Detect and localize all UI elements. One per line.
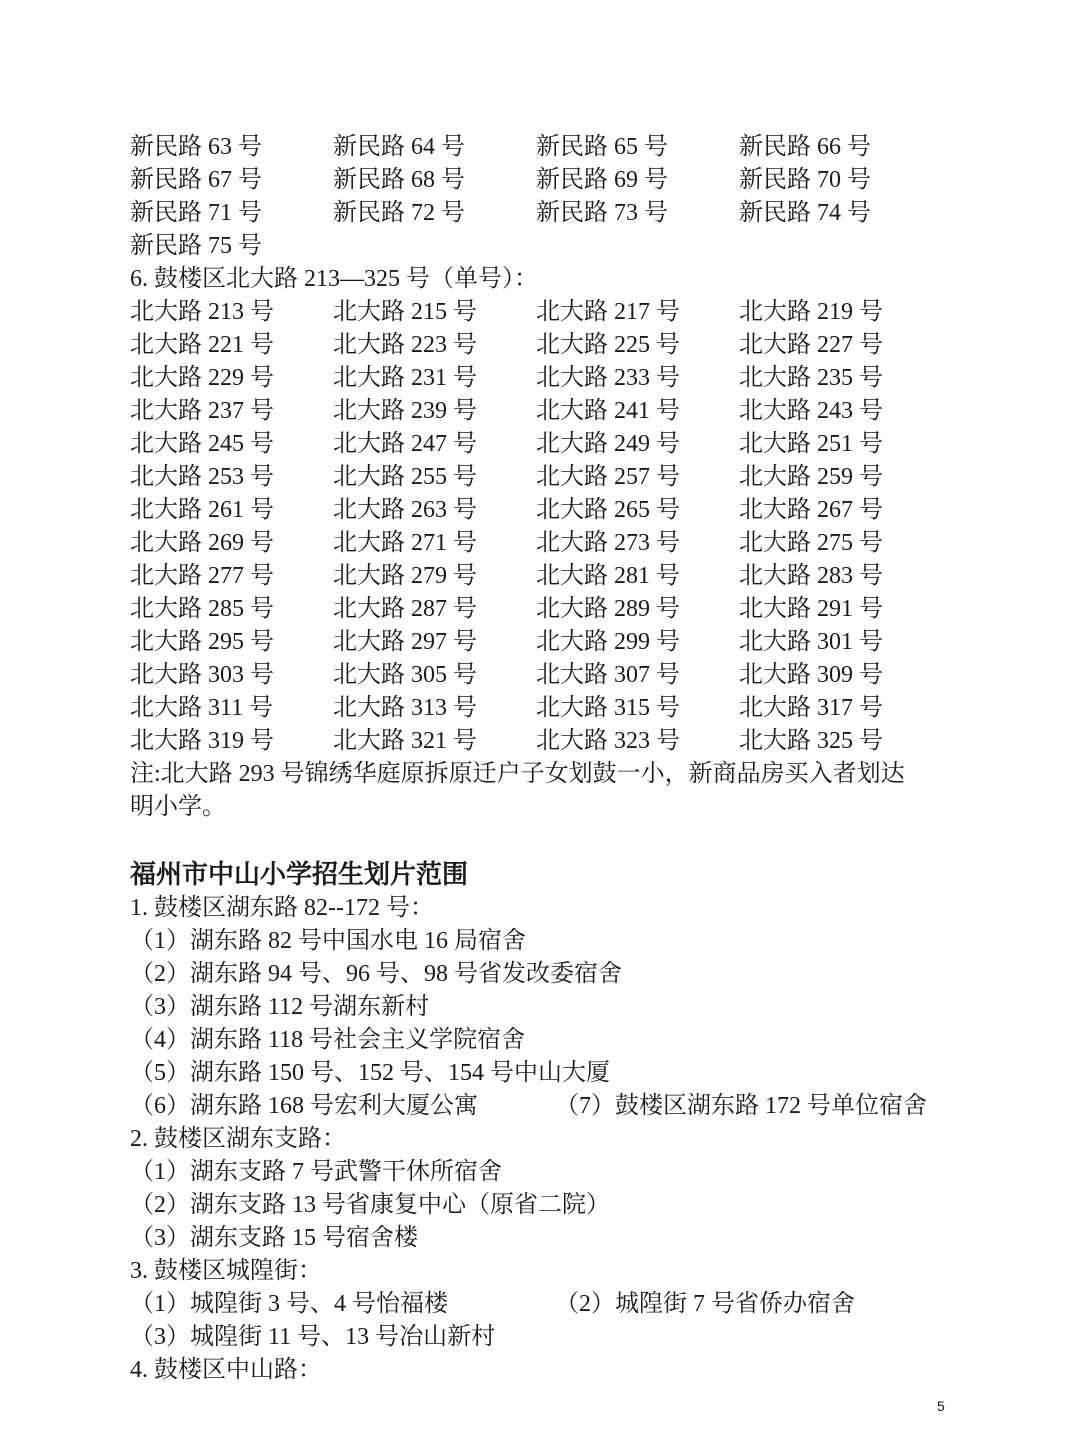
document-body: [130, 131, 960, 1387]
address-item: 北大路 273 号: [536, 530, 680, 556]
address-item: 北大路 213 号: [130, 299, 274, 325]
address-item: 北大路 307 号: [536, 662, 680, 688]
address-item: 北大路 223 号: [333, 332, 477, 358]
text-line: （2）湖东支路 13 号省康复中心（原省二院）: [130, 1192, 610, 1218]
address-item: 新民路 71 号: [130, 200, 262, 226]
address-item: 新民路 64 号: [333, 134, 465, 160]
address-item: 北大路 257 号: [536, 464, 680, 490]
paired-row: [130, 1090, 960, 1123]
address-item: 北大路 271 号: [333, 530, 477, 556]
address-item: 北大路 313 号: [333, 695, 477, 721]
address-item: 北大路 267 号: [739, 497, 883, 523]
address-item: 新民路 69 号: [536, 167, 668, 193]
list-item: （7）鼓楼区湖东路 172 号单位宿舍: [555, 1093, 927, 1119]
address-item: 北大路 221 号: [130, 332, 274, 358]
address-item: 北大路 251 号: [739, 431, 883, 457]
address-item: 北大路 261 号: [130, 497, 274, 523]
address-item: 北大路 227 号: [739, 332, 883, 358]
address-row: [130, 692, 960, 725]
address-item: 北大路 235 号: [739, 365, 883, 391]
address-row: [130, 362, 960, 395]
text-line: （2）湖东路 94 号、96 号、98 号省发改委宿舍: [130, 961, 622, 987]
address-item: 北大路 321 号: [333, 728, 477, 754]
address-row: [130, 131, 960, 164]
text-line: 6. 鼓楼区北大路 213—325 号（单号）：: [130, 266, 538, 292]
address-item: 新民路 67 号: [130, 167, 262, 193]
address-item: 新民路 75 号: [130, 233, 262, 259]
text-line: 4. 鼓楼区中山路：: [130, 1357, 322, 1383]
address-item: 北大路 229 号: [130, 365, 274, 391]
address-item: 北大路 253 号: [130, 464, 274, 490]
text-line: （5）湖东路 150 号、152 号、154 号中山大厦: [130, 1060, 610, 1086]
address-row: [130, 395, 960, 428]
text-line: 注:北大路 293 号锦绣华庭原拆原迁户子女划鼓一小，新商品房买入者划达: [130, 761, 905, 787]
address-row: [130, 626, 960, 659]
address-row: [130, 659, 960, 692]
list-item: （1）城隍街 3 号、4 号怡福楼: [130, 1291, 448, 1317]
address-item: 北大路 283 号: [739, 563, 883, 589]
text-line: 1. 鼓楼区湖东路 82--172 号：: [130, 895, 434, 921]
address-item: 北大路 263 号: [333, 497, 477, 523]
text-line: 明小学。: [130, 794, 226, 820]
address-item: 新民路 65 号: [536, 134, 668, 160]
address-item: 北大路 279 号: [333, 563, 477, 589]
address-row: [130, 560, 960, 593]
address-item: 北大路 311 号: [130, 695, 274, 721]
address-item: 北大路 237 号: [130, 398, 274, 424]
address-item: 北大路 303 号: [130, 662, 274, 688]
address-row: [130, 197, 960, 230]
address-item: 北大路 301 号: [739, 629, 883, 655]
address-row: [130, 725, 960, 758]
text-line: 3. 鼓楼区城隍街：: [130, 1258, 322, 1284]
address-item: 北大路 259 号: [739, 464, 883, 490]
address-item: 新民路 68 号: [333, 167, 465, 193]
address-item: 北大路 323 号: [536, 728, 680, 754]
list-item: （6）湖东路 168 号宏利大厦公寓: [130, 1093, 478, 1119]
address-item: 北大路 325 号: [739, 728, 883, 754]
address-row: [130, 494, 960, 527]
address-item: 新民路 73 号: [536, 200, 668, 226]
address-item: 北大路 297 号: [333, 629, 477, 655]
address-item: 北大路 265 号: [536, 497, 680, 523]
address-item: 北大路 247 号: [333, 431, 477, 457]
address-item: 北大路 217 号: [536, 299, 680, 325]
text-line: （4）湖东路 118 号社会主义学院宿舍: [130, 1027, 526, 1053]
address-item: 北大路 243 号: [739, 398, 883, 424]
address-item: 北大路 275 号: [739, 530, 883, 556]
address-item: 北大路 255 号: [333, 464, 477, 490]
address-item: 北大路 231 号: [333, 365, 477, 391]
address-item: 新民路 63 号: [130, 134, 262, 160]
address-item: 北大路 305 号: [333, 662, 477, 688]
address-item: 北大路 269 号: [130, 530, 274, 556]
address-item: 北大路 309 号: [739, 662, 883, 688]
address-item: 新民路 72 号: [333, 200, 465, 226]
address-item: 北大路 245 号: [130, 431, 274, 457]
address-item: 北大路 285 号: [130, 596, 274, 622]
address-row: [130, 527, 960, 560]
address-row: [130, 461, 960, 494]
blank-line: [130, 824, 960, 859]
paired-row: [130, 1288, 960, 1321]
address-item: 新民路 66 号: [739, 134, 871, 160]
address-row: [130, 164, 960, 197]
address-item: 北大路 215 号: [333, 299, 477, 325]
address-row: [130, 329, 960, 362]
address-item: 北大路 287 号: [333, 596, 477, 622]
address-item: 新民路 74 号: [739, 200, 871, 226]
text-line: （3）湖东支路 15 号宿舍楼: [130, 1225, 418, 1251]
address-item: 北大路 319 号: [130, 728, 274, 754]
address-item: 北大路 289 号: [536, 596, 680, 622]
address-item: 北大路 239 号: [333, 398, 477, 424]
section-title: 福州市中山小学招生划片范围: [130, 860, 469, 890]
address-item: 北大路 249 号: [536, 431, 680, 457]
text-line: （1）湖东支路 7 号武警干休所宿舍: [130, 1159, 502, 1185]
address-row: [130, 230, 960, 263]
text-line: （3）城隍街 11 号、13 号冶山新村: [130, 1324, 496, 1350]
address-item: 北大路 317 号: [739, 695, 883, 721]
address-item: 北大路 277 号: [130, 563, 274, 589]
address-item: 北大路 291 号: [739, 596, 883, 622]
address-item: 北大路 295 号: [130, 629, 274, 655]
text-line: （1）湖东路 82 号中国水电 16 局宿舍: [130, 928, 526, 954]
text-line: 2. 鼓楼区湖东支路：: [130, 1126, 346, 1152]
address-item: 北大路 315 号: [536, 695, 680, 721]
address-item: 北大路 219 号: [739, 299, 883, 325]
page-number: 5: [937, 1398, 945, 1414]
address-item: 北大路 281 号: [536, 563, 680, 589]
address-item: 新民路 70 号: [739, 167, 871, 193]
address-row: [130, 593, 960, 626]
list-item: （2）城隍街 7 号省侨办宿舍: [555, 1291, 855, 1317]
text-line: （3）湖东路 112 号湖东新村: [130, 994, 430, 1020]
address-row: [130, 428, 960, 461]
address-item: 北大路 299 号: [536, 629, 680, 655]
address-row: [130, 296, 960, 329]
address-item: 北大路 233 号: [536, 365, 680, 391]
address-item: 北大路 241 号: [536, 398, 680, 424]
address-item: 北大路 225 号: [536, 332, 680, 358]
